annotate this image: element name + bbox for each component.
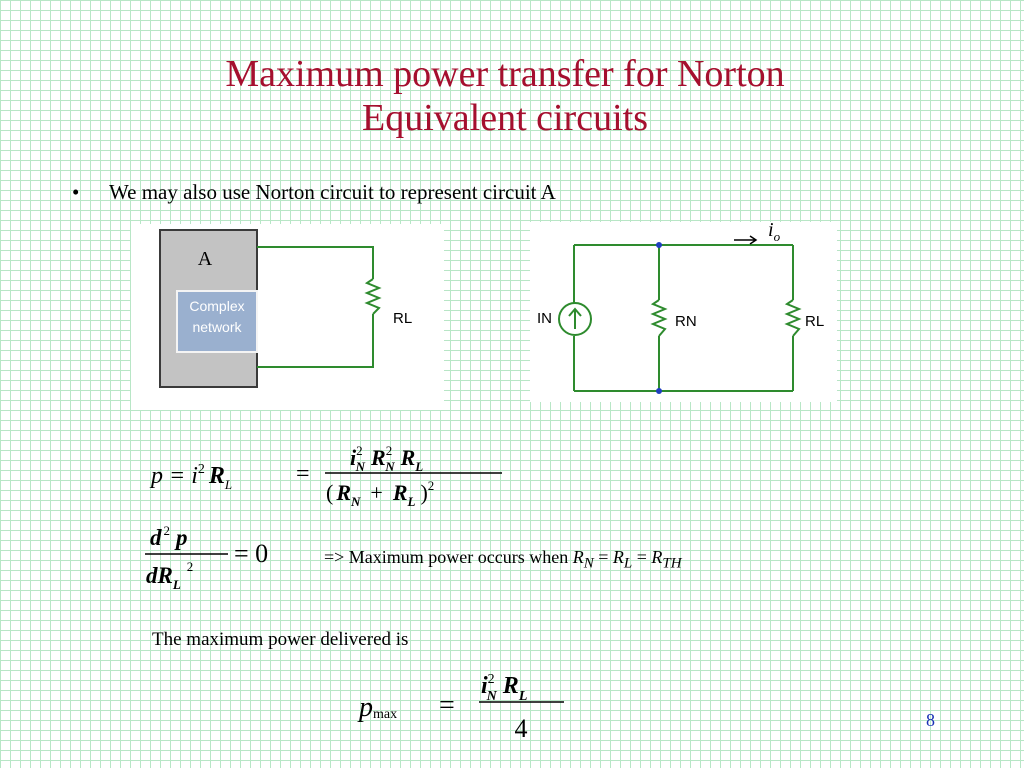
pmax-denominator: 4 — [514, 714, 528, 743]
derivative-rhs: = 0 — [234, 539, 269, 568]
pmax-lhs: pmax — [359, 692, 398, 723]
power-denominator: ( $R_N + R_L$ )$^2$ — [326, 478, 435, 509]
network-label-2: network — [192, 319, 242, 335]
resistor-rl-norton — [787, 300, 799, 336]
cond-r2: R — [612, 547, 624, 567]
cond-eq1: = — [598, 547, 609, 567]
circuit-a-diagram — [131, 224, 444, 410]
cond-r1: R — [572, 547, 584, 567]
bullet-text: We may also use Norton circuit to represent circuit A — [109, 180, 556, 204]
slide-title — [0, 52, 1010, 140]
circuit-a-wire — [257, 247, 373, 367]
cond-r3-sub: TH — [662, 555, 682, 572]
conclusion-prefix: => Maximum power occurs when — [324, 547, 569, 567]
source-arrow-icon — [569, 309, 581, 329]
power-equals: = — [296, 461, 310, 487]
cond-eq2: = — [636, 547, 647, 567]
conclusion-line — [324, 547, 682, 573]
network-label-1: Complex — [189, 298, 245, 314]
derivative-equation — [140, 515, 310, 595]
node-top — [656, 242, 662, 248]
power-equation — [145, 438, 515, 513]
cond-r1-sub: N — [583, 555, 594, 572]
derivative-numerator: d $^2$ p — [150, 523, 188, 550]
power-numerator: $i^2$ N $R^2$ N $R_L$ — [350, 443, 424, 474]
current-label: $i_o$ — [768, 222, 781, 244]
rl-label-norton: RL — [805, 313, 825, 330]
cond-r2-sub: L — [623, 555, 633, 572]
pmax-equation — [355, 660, 575, 745]
title-line-1: Maximum power transfer for Norton — [225, 53, 785, 95]
current-arrow-icon — [734, 236, 756, 244]
circuit-a-panel — [131, 224, 444, 410]
rn-label: RN — [675, 313, 697, 330]
cond-r3: R — [651, 547, 663, 567]
node-bottom — [656, 388, 662, 394]
norton-circuit-diagram — [530, 222, 837, 402]
rl-label-a: RL — [393, 310, 413, 327]
bullet-symbol: • — [72, 180, 80, 204]
resistor-rl-a — [367, 279, 379, 314]
pmax-equals: = — [439, 690, 455, 721]
delivered-text: The maximum power delivered is — [152, 629, 409, 650]
in-label: IN — [537, 310, 552, 327]
box-label: A — [197, 248, 213, 270]
title-line-2: Equivalent circuits — [362, 97, 648, 139]
pmax-numerator: $i^2$ N $R_L$ — [481, 672, 528, 704]
norton-circuit-panel — [530, 222, 837, 402]
resistor-rn — [653, 300, 665, 336]
derivative-denominator: $dR_L^2$ — [146, 559, 194, 592]
power-equation-lhs: $p = i^2$ $R_L$ — [151, 462, 233, 492]
page-number: 8 — [926, 710, 935, 730]
